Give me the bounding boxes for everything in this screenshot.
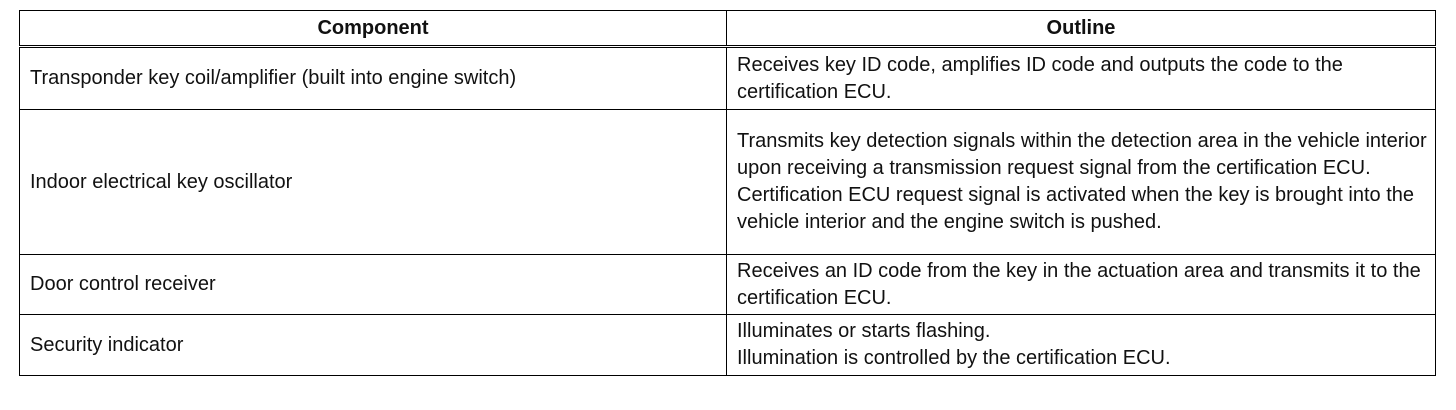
- outline-cell: [727, 110, 1436, 255]
- header-row: [20, 11, 1436, 47]
- outline-text: Transmits key detection signals within the detection area in the vehicle interior upon receiving a transmission request signal from the certification ECU.: [737, 130, 1427, 179]
- component-cell: Transponder key coil/amplifier (built into engine switch): [20, 47, 727, 110]
- outline-cell: [727, 47, 1436, 110]
- header-outline: Outline: [727, 11, 1436, 47]
- outline-text: Certification ECU request signal is activated when the key is brought into the vehicle interior and the engine switch is pushed.: [737, 184, 1415, 233]
- table-row: [20, 47, 1436, 110]
- table-row: [20, 110, 1436, 255]
- component-cell: Security indicator: [20, 315, 727, 376]
- header-component: Component: [20, 11, 727, 47]
- component-cell: Indoor electrical key oscillator: [20, 110, 727, 255]
- outline-text: Illuminates or starts flashing.: [737, 320, 991, 342]
- table-row: [20, 255, 1436, 315]
- outline-text: Receives key ID code, amplifies ID code and outputs the code to the certification ECU.: [737, 53, 1343, 103]
- table-row: [20, 315, 1436, 376]
- component-table: [19, 10, 1436, 376]
- component-cell: Door control receiver: [20, 255, 727, 315]
- outline-cell: [727, 315, 1436, 376]
- outline-text: Illumination is controlled by the certification ECU.: [737, 347, 1171, 369]
- outline-cell: [727, 255, 1436, 315]
- outline-text: Receives an ID code from the key in the actuation area and transmits it to the certification ECU.: [737, 259, 1421, 309]
